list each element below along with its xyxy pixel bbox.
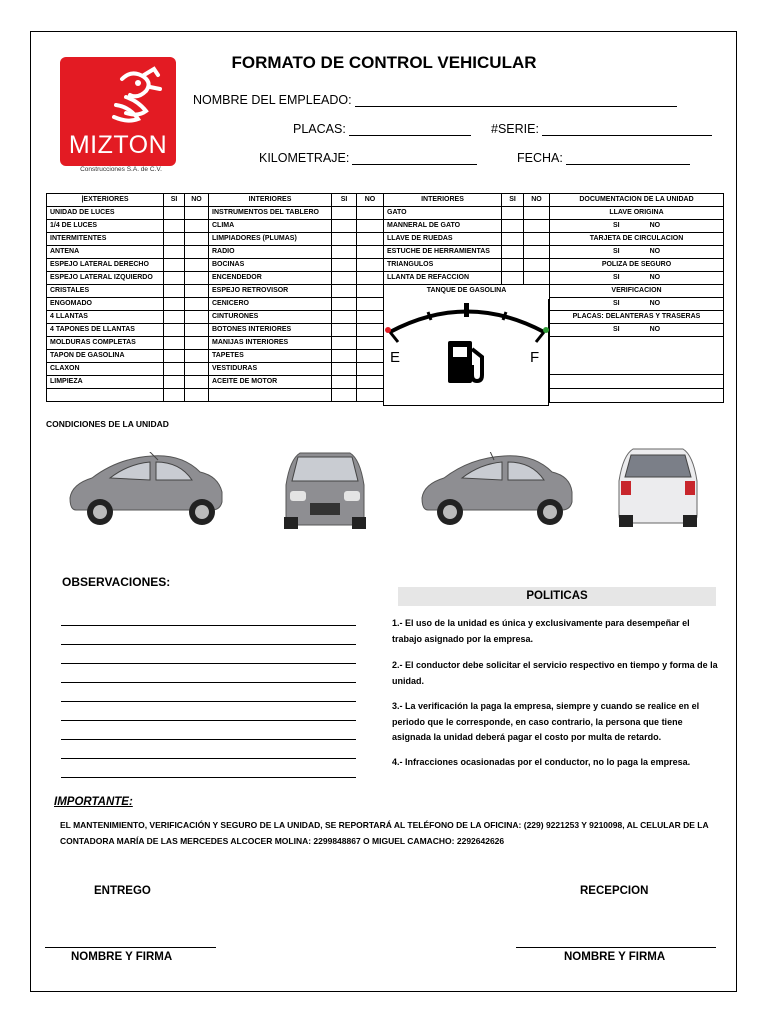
interior-item: ESTUCHE DE HERRAMIENTAS [384,246,502,259]
si-checkbox[interactable] [164,246,185,259]
si-checkbox[interactable] [332,233,357,246]
si-checkbox[interactable] [332,311,357,324]
si-checkbox[interactable] [164,233,185,246]
table-header-row [384,194,550,207]
observaciones-title: OBSERVACIONES: [62,575,171,589]
politica-item: 2.- El conductor debe solicitar el servicio respectivo en tiempo y forma de la unidad. [392,660,718,686]
company-subtitle: Construcciones S.A. de C.V. [80,166,162,173]
si-checkbox[interactable] [164,311,185,324]
table-row [47,298,384,311]
fuel-gauge [383,299,549,406]
si-checkbox[interactable] [332,272,357,285]
si-checkbox[interactable] [164,324,185,337]
tanque-label: TANQUE DE GASOLINA [384,285,550,298]
car-front-icon[interactable] [276,445,374,531]
exterior-item: LIMPIEZA [47,376,164,389]
si-checkbox[interactable] [502,207,524,220]
table-row [550,298,724,311]
no-checkbox[interactable] [357,233,384,246]
table-row [47,324,384,337]
column-header: INTERIORES [209,194,332,207]
recepcion-nombre-firma: NOMBRE Y FIRMA [564,951,666,963]
table-row [550,337,724,375]
table-row [550,272,724,285]
no-checkbox[interactable] [524,220,550,233]
no-checkbox[interactable] [185,220,209,233]
no-checkbox[interactable] [357,389,384,402]
no-option[interactable]: NO [649,248,661,255]
si-checkbox[interactable] [332,298,357,311]
column-header: SI [164,194,185,207]
table-row [384,207,550,220]
entrego-signature-line[interactable] [45,947,216,948]
no-checkbox[interactable] [185,389,209,402]
no-checkbox[interactable] [524,233,550,246]
observaciones-line[interactable] [61,644,356,645]
si-no-options[interactable] [550,324,724,337]
table-row [550,220,724,233]
si-checkbox[interactable] [332,363,357,376]
documento-item: LLAVE ORIGINA [550,207,724,220]
no-checkbox[interactable] [185,272,209,285]
fuel-gauge-dial [384,299,550,405]
table-row [384,220,550,233]
table-row [550,375,724,389]
column-header: SI [502,194,524,207]
si-checkbox[interactable] [164,350,185,363]
documento-item: POLIZA DE SEGURO [550,259,724,272]
si-option[interactable]: SI [612,274,620,281]
fecha-label: FECHA: [517,151,563,165]
empleado-label: NOMBRE DEL EMPLEADO: [193,93,352,107]
si-checkbox[interactable] [502,272,524,285]
table-row [47,272,384,285]
empleado-field[interactable] [193,93,677,107]
no-checkbox[interactable] [357,285,384,298]
no-checkbox[interactable] [185,233,209,246]
serie-label: #SERIE: [491,122,539,136]
exterior-item: ESPEJO LATERAL IZQUIERDO [47,272,164,285]
table-header-row [47,194,384,207]
si-checkbox[interactable] [332,376,357,389]
no-checkbox[interactable] [185,350,209,363]
exterior-item: ANTENA [47,246,164,259]
no-checkbox[interactable] [357,272,384,285]
table-row [384,259,550,272]
table-row [47,207,384,220]
table-row [550,259,724,272]
no-checkbox[interactable] [357,207,384,220]
no-checkbox[interactable] [357,350,384,363]
table-row [550,246,724,259]
table-row [550,324,724,337]
politica-item: 4.- Infracciones ocasionadas por el conductor, no lo paga la empresa. [392,757,691,767]
table-row [47,389,384,402]
entrego-label: ENTREGO [94,885,151,897]
table-row [47,337,384,350]
si-no-options[interactable] [550,246,724,259]
no-checkbox[interactable] [357,324,384,337]
interior-item: MANIJAS INTERIORES [209,337,332,350]
no-checkbox[interactable] [524,259,550,272]
no-checkbox[interactable] [185,363,209,376]
table-row [47,259,384,272]
interior-item: MANNERAL DE GATO [384,220,502,233]
politica-item: 1.- El uso de la unidad es única y exclusivamente para desempeñar el trabajo asignado por la empresa. [392,618,690,644]
si-checkbox[interactable] [164,220,185,233]
exterior-item: INTERMITENTES [47,233,164,246]
observaciones-line[interactable] [61,701,356,702]
no-checkbox[interactable] [357,246,384,259]
interior-item: ENCENDEDOR [209,272,332,285]
serie-field[interactable] [491,122,712,136]
no-option[interactable]: NO [649,274,661,281]
table-header-row [550,194,724,207]
no-checkbox[interactable] [524,272,550,285]
exterior-item: 4 TAPONES DE LLANTAS [47,324,164,337]
no-checkbox[interactable] [357,259,384,272]
gauge-full-label: F [530,349,540,366]
si-checkbox[interactable] [164,389,185,402]
no-option[interactable]: NO [649,222,661,229]
si-checkbox[interactable] [502,259,524,272]
importante-title: IMPORTANTE: [54,796,133,808]
recepcion-label: RECEPCION [580,885,649,897]
importante-text: EL MANTENIMIENTO, VERIFICACIÓN Y SEGURO DE LA UNIDAD, SE REPORTARÁ AL TELÉFONO DE LA OFICINA: (229) 9221253 Y 9210098, AL CELULAR DE LA CONTADORA MARÍA DE LAS MERCEDES ALCOCER MOLINA: 2299848867 O MIGUEL CAMACHO: 2292642626 [60,820,709,846]
table-row [384,233,550,246]
no-checkbox[interactable] [185,207,209,220]
interior-item: VESTIDURAS [209,363,332,376]
table-row [47,350,384,363]
si-checkbox[interactable] [164,337,185,350]
table-row [47,311,384,324]
interior-item: ACEITE DE MOTOR [209,376,332,389]
observaciones-line[interactable] [61,739,356,740]
no-checkbox[interactable] [185,246,209,259]
observaciones-line[interactable] [61,758,356,759]
exterior-item: ENGOMADO [47,298,164,311]
interior-item [209,389,332,402]
exterior-item: CLAXON [47,363,164,376]
no-checkbox[interactable] [524,207,550,220]
table-row [384,246,550,259]
table-row [47,220,384,233]
si-checkbox[interactable] [332,207,357,220]
interior-item: LLANTA DE REFACCION [384,272,502,285]
si-option[interactable]: SI [612,248,620,255]
observaciones-line[interactable] [61,682,356,683]
column-header: SI [332,194,357,207]
documento-item: TARJETA DE CIRCULACION [550,233,724,246]
column-header: |EXTERIORES [47,194,164,207]
si-checkbox[interactable] [164,285,185,298]
table-row [47,246,384,259]
si-no-options[interactable] [550,272,724,285]
interior-item: ESPEJO RETROVISOR [209,285,332,298]
si-checkbox[interactable] [332,220,357,233]
no-checkbox[interactable] [185,324,209,337]
no-option[interactable]: NO [649,326,661,333]
si-option[interactable]: SI [612,300,620,307]
interior-item: BOTONES INTERIORES [209,324,332,337]
table-row [47,363,384,376]
si-checkbox[interactable] [502,220,524,233]
recepcion-signature-line[interactable] [516,947,716,948]
fuel-pump-icon [448,341,482,383]
interior-item: CLIMA [209,220,332,233]
no-checkbox[interactable] [357,337,384,350]
column-header: NO [185,194,209,207]
si-checkbox[interactable] [332,350,357,363]
exterior-item: ESPEJO LATERAL DERECHO [47,259,164,272]
si-checkbox[interactable] [332,285,357,298]
si-checkbox[interactable] [164,272,185,285]
si-option[interactable]: SI [612,326,620,333]
exterior-item: MOLDURAS COMPLETAS [47,337,164,350]
column-header: DOCUMENTACION DE LA UNIDAD [550,194,724,207]
table-row [550,285,724,298]
placas-label: PLACAS: [293,122,346,136]
column-header: NO [524,194,550,207]
si-checkbox[interactable] [332,389,357,402]
company-logo [60,57,176,166]
si-checkbox[interactable] [164,207,185,220]
no-checkbox[interactable] [357,376,384,389]
empty-marker-icon [385,327,391,333]
no-checkbox[interactable] [185,285,209,298]
column-header: INTERIORES [384,194,502,207]
si-checkbox[interactable] [164,363,185,376]
si-checkbox[interactable] [332,259,357,272]
car-side-left-icon[interactable] [66,452,228,528]
no-checkbox[interactable] [524,246,550,259]
no-checkbox[interactable] [357,220,384,233]
si-checkbox[interactable] [502,233,524,246]
car-rear-icon[interactable] [611,445,705,529]
si-no-options[interactable] [550,298,724,311]
entrego-nombre-firma: NOMBRE Y FIRMA [71,951,173,963]
exterior-item: 4 LLANTAS [47,311,164,324]
observaciones-line[interactable] [61,663,356,664]
table-row [47,233,384,246]
observaciones-line[interactable] [61,720,356,721]
no-checkbox[interactable] [185,311,209,324]
blank-cell[interactable] [550,389,724,403]
si-checkbox[interactable] [332,337,357,350]
no-checkbox[interactable] [357,363,384,376]
interior-item: CENICERO [209,298,332,311]
gauge-empty-label: E [390,349,401,366]
form-title: FORMATO DE CONTROL VEHICULAR [231,53,537,72]
table-row [550,389,724,403]
documentacion-table [549,193,724,403]
no-checkbox[interactable] [185,298,209,311]
exterior-item: 1/4 DE LUCES [47,220,164,233]
table-row [384,272,550,285]
fecha-field[interactable] [517,151,690,165]
politicas-title: POLITICAS [398,587,716,606]
interior-item: INSTRUMENTOS DEL TABLERO [209,207,332,220]
no-checkbox[interactable] [357,311,384,324]
si-option[interactable]: SI [612,222,620,229]
politica-item: 3.- La verificación la paga la empresa, siempre y cuando se realice en el periodo que le corresponde, en caso contrario, la persona que tiene asignada la unidad deberá pagar el costo por multa de retardo. [392,701,700,742]
interior-item: LIMPIADORES (PLUMAS) [209,233,332,246]
kilometraje-field[interactable] [259,151,477,165]
exterior-item [47,389,164,402]
table-row [550,311,724,324]
no-checkbox[interactable] [185,259,209,272]
si-no-options[interactable] [550,220,724,233]
documento-item: VERIFICACION [550,285,724,298]
checklist-table-left [46,193,384,402]
interior-item: CINTURONES [209,311,332,324]
car-side-right-icon[interactable] [418,452,576,528]
si-checkbox[interactable] [164,298,185,311]
interior-item: RADIO [209,246,332,259]
no-checkbox[interactable] [185,376,209,389]
no-checkbox[interactable] [357,298,384,311]
placas-field[interactable] [293,122,471,136]
interior-item: LLAVE DE RUEDAS [384,233,502,246]
table-row [384,285,550,298]
si-checkbox[interactable] [332,246,357,259]
condiciones-label: CONDICIONES DE LA UNIDAD [46,419,169,429]
no-option[interactable]: NO [649,300,661,307]
interior-item: GATO [384,207,502,220]
checklist-table-middle [383,193,550,297]
si-checkbox[interactable] [332,324,357,337]
si-checkbox[interactable] [164,259,185,272]
kilometraje-label: KILOMETRAJE: [259,151,350,165]
column-header: NO [357,194,384,207]
interior-item: TRIANGULOS [384,259,502,272]
observaciones-line[interactable] [61,625,356,626]
table-row [550,207,724,220]
blank-cell[interactable] [550,337,724,375]
exterior-item: UNIDAD DE LUCES [47,207,164,220]
observaciones-line[interactable] [61,777,356,778]
table-row [550,233,724,246]
interior-item: TAPETES [209,350,332,363]
si-checkbox[interactable] [164,376,185,389]
company-name: MIZTON [68,131,168,159]
si-checkbox[interactable] [502,246,524,259]
exterior-item: CRISTALES [47,285,164,298]
blank-cell[interactable] [550,375,724,389]
table-row [47,285,384,298]
table-row [47,376,384,389]
no-checkbox[interactable] [185,337,209,350]
documento-item: PLACAS: DELANTERAS Y TRASERAS [550,311,724,324]
exterior-item: TAPON DE GASOLINA [47,350,164,363]
interior-item: BOCINAS [209,259,332,272]
